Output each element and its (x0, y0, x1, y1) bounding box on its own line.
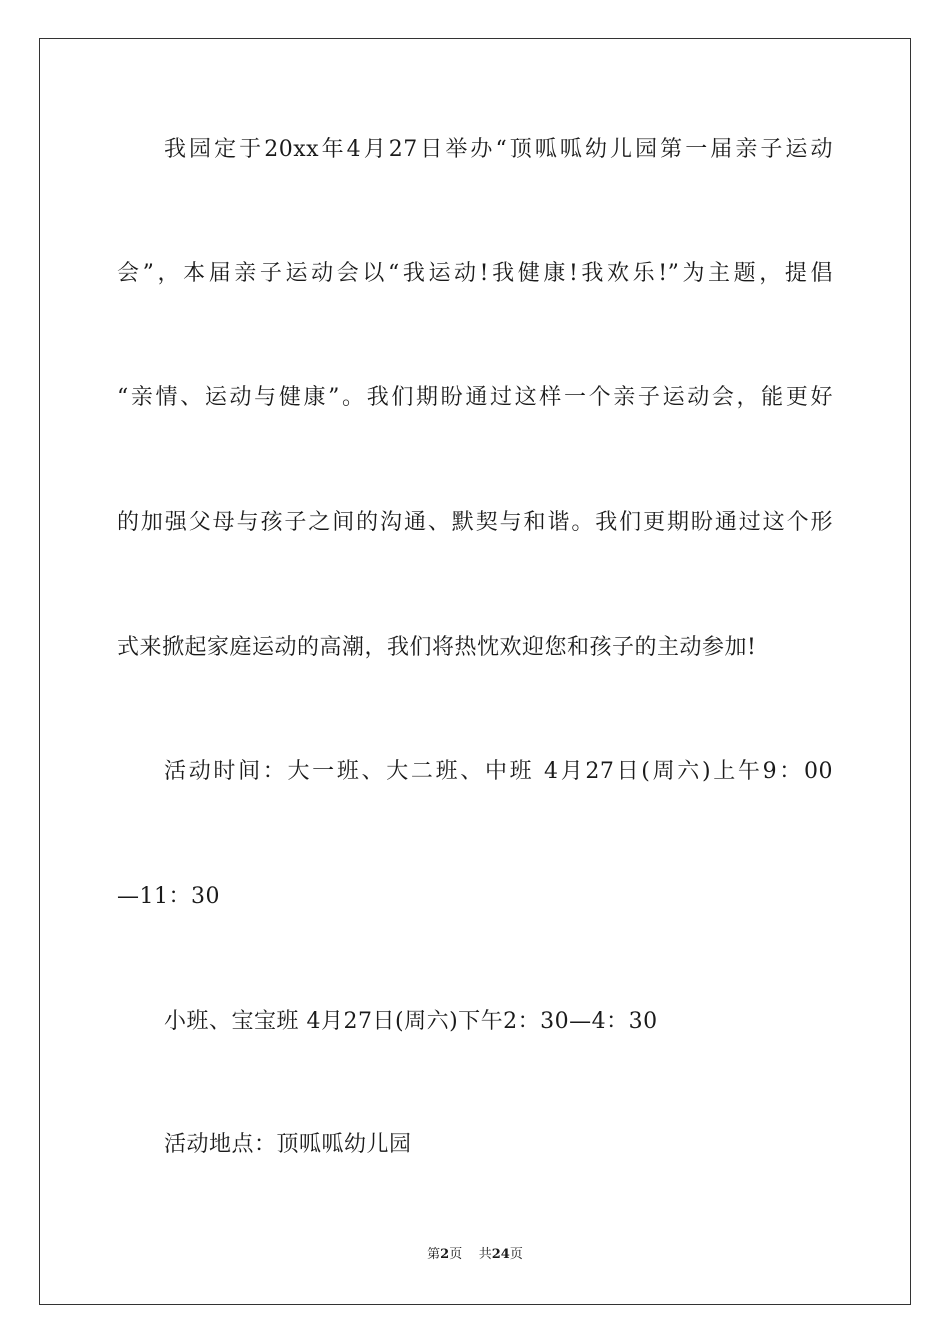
paragraph-line: “亲情、运动与健康”。我们期盼通过这样一个亲子运动会，能更好 (117, 385, 833, 410)
total-pages: 24 (491, 1247, 510, 1262)
paragraph-line: 会”，本届亲子运动会以“我运动!我健康!我欢乐!”为主题，提倡 (117, 261, 833, 286)
page-prefix: 第 (427, 1247, 441, 1262)
activity-time-line-cont: —11：30 (117, 884, 220, 909)
paragraph-line: 式来掀起家庭运动的高潮，我们将热忱欢迎您和孩子的主动参加! (117, 635, 757, 660)
activity-location: 活动地点：顶呱呱幼儿园 (164, 1132, 412, 1157)
total-suffix: 页 (509, 1247, 523, 1262)
total-prefix: 共 (478, 1247, 492, 1262)
activity-time-line: 活动时间：大一班、大二班、中班 4月27日(周六)上午9：00 (164, 759, 833, 784)
page-footer (0, 1246, 950, 1264)
page-suffix: 页 (449, 1247, 463, 1262)
page-number: 2 (440, 1247, 450, 1262)
paragraph-line: 的加强父母与孩子之间的沟通、默契与和谐。我们更期盼通过这个形 (117, 510, 833, 535)
page-border (39, 38, 911, 1305)
paragraph-line: 我园定于20xx年4月27日举办“顶呱呱幼儿园第一届亲子运动 (164, 137, 833, 162)
activity-time-small-class: 小班、宝宝班 4月27日(周六)下午2：30—4：30 (164, 1009, 658, 1034)
